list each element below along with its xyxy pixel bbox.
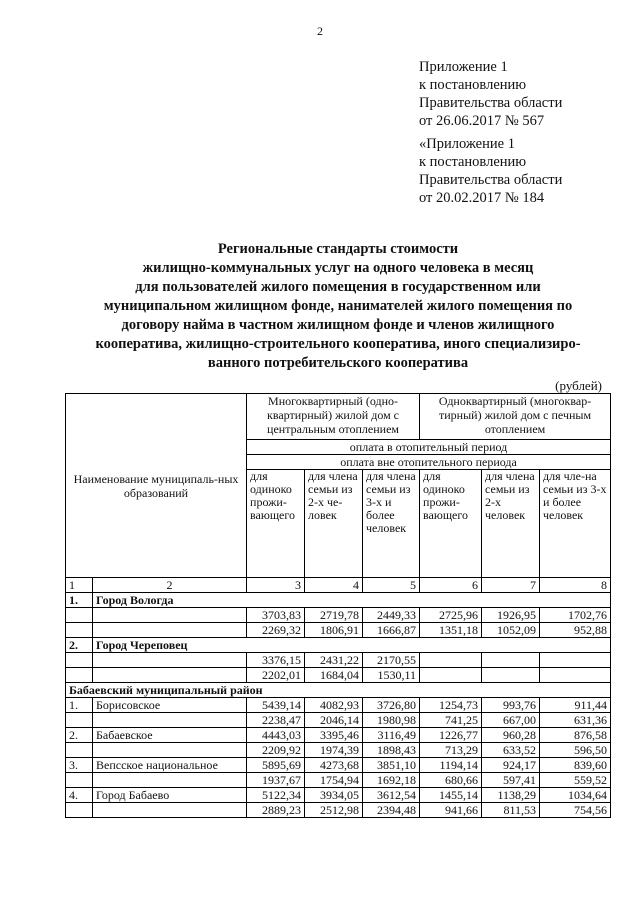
value-cell: 1254,73 <box>420 698 482 713</box>
table-row <box>66 653 611 668</box>
title-line: Региональные стандарты стоимости <box>217 241 459 257</box>
municipality-name <box>93 653 247 668</box>
value-cell: 993,76 <box>482 698 540 713</box>
value-cell: 2170,55 <box>363 653 420 668</box>
col-number: 5 <box>363 578 420 593</box>
title-line: муниципальном жилищном фонде, нанимателей жилого помещения по <box>103 298 573 314</box>
row-number: 1. <box>66 698 93 713</box>
value-cell: 952,88 <box>540 623 611 638</box>
row-number <box>66 743 93 758</box>
value-cell: 680,66 <box>420 773 482 788</box>
value-cell: 2394,48 <box>363 803 420 818</box>
district-name: Бабаевский муниципальный район <box>66 683 611 698</box>
value-cell: 713,29 <box>420 743 482 758</box>
title-line: кооператива, жилищно-строительного кооператива, иного специализиро- <box>95 336 581 352</box>
row-number <box>66 773 93 788</box>
appendix-line: Правительства области <box>419 95 563 111</box>
municipality-name: Город Вологда <box>93 593 611 608</box>
value-cell: 1898,43 <box>363 743 420 758</box>
value-cell <box>482 653 540 668</box>
table-row <box>66 668 611 683</box>
value-cell: 2046,14 <box>305 713 363 728</box>
header-sub-col: для одиноко прожи-вающего <box>420 470 482 578</box>
value-cell: 1530,11 <box>363 668 420 683</box>
value-cell: 1754,94 <box>305 773 363 788</box>
appendix-block-2 <box>419 135 562 207</box>
municipality-name: Город Бабаево <box>93 788 247 803</box>
value-cell: 3703,83 <box>247 608 305 623</box>
row-number <box>66 653 93 668</box>
value-cell: 2449,33 <box>363 608 420 623</box>
value-cell: 1666,87 <box>363 623 420 638</box>
table-row <box>66 593 611 608</box>
row-number: 3. <box>66 758 93 773</box>
value-cell: 1974,39 <box>305 743 363 758</box>
district-row <box>66 683 611 698</box>
row-number: 2. <box>66 728 93 743</box>
value-cell <box>420 668 482 683</box>
value-cell: 3395,46 <box>305 728 363 743</box>
value-cell: 597,41 <box>482 773 540 788</box>
value-cell: 1034,64 <box>540 788 611 803</box>
value-cell: 1455,14 <box>420 788 482 803</box>
value-cell: 631,36 <box>540 713 611 728</box>
header-sub-col: для чле-на семьи из 3-х и более человек <box>540 470 611 578</box>
value-cell: 2725,96 <box>420 608 482 623</box>
header-name-col: Наименование муниципаль-ных образований <box>66 394 247 578</box>
header-nonheating-period: оплата вне отопительного периода <box>247 455 611 470</box>
col-number: 6 <box>420 578 482 593</box>
table-row <box>66 743 611 758</box>
municipality-name: Вепсское национальное <box>93 758 247 773</box>
municipality-name <box>93 713 247 728</box>
municipality-name <box>93 623 247 638</box>
municipality-name: Бабаевское <box>93 728 247 743</box>
table-row <box>66 713 611 728</box>
value-cell: 2431,22 <box>305 653 363 668</box>
value-cell: 876,58 <box>540 728 611 743</box>
value-cell: 1702,76 <box>540 608 611 623</box>
value-cell: 2238,47 <box>247 713 305 728</box>
value-cell: 4273,68 <box>305 758 363 773</box>
value-cell: 5895,69 <box>247 758 305 773</box>
col-number: 8 <box>540 578 611 593</box>
row-number <box>66 668 93 683</box>
value-cell: 633,52 <box>482 743 540 758</box>
table-row <box>66 788 611 803</box>
value-cell: 924,17 <box>482 758 540 773</box>
appendix-block-1 <box>419 58 562 130</box>
table-row <box>66 623 611 638</box>
col-number: 7 <box>482 578 540 593</box>
municipality-name <box>93 668 247 683</box>
value-cell: 3116,49 <box>363 728 420 743</box>
header-sub-col: для члена семьи из 2-х че-ловек <box>305 470 363 578</box>
table-row <box>66 773 611 788</box>
units-label: (рублей) <box>555 378 602 393</box>
table-row <box>66 698 611 713</box>
value-cell: 4082,93 <box>305 698 363 713</box>
row-number: 4. <box>66 788 93 803</box>
header-group-central: Многоквартирный (одно-квартирный) жилой дом с центральным отоплением <box>247 394 420 440</box>
appendix-line: от 20.02.2017 № 184 <box>419 190 545 206</box>
municipality-name: Борисовское <box>93 698 247 713</box>
document-title <box>78 240 598 373</box>
title-line: ванного потребительского кооператива <box>207 355 469 371</box>
appendix-line: Правительства области <box>419 172 563 188</box>
value-cell: 4443,03 <box>247 728 305 743</box>
header-heating-period: оплата в отопительный период <box>247 440 611 455</box>
table-row <box>66 803 611 818</box>
row-number <box>66 803 93 818</box>
value-cell: 596,50 <box>540 743 611 758</box>
value-cell: 1980,98 <box>363 713 420 728</box>
col-number: 1 <box>66 578 93 593</box>
col-number: 3 <box>247 578 305 593</box>
value-cell: 2889,23 <box>247 803 305 818</box>
header-group-stove: Одноквартирный (многоквар-тирный) жилой дом с печным отоплением <box>420 394 611 440</box>
value-cell: 3376,15 <box>247 653 305 668</box>
value-cell: 2512,98 <box>305 803 363 818</box>
row-number <box>66 608 93 623</box>
value-cell: 1806,91 <box>305 623 363 638</box>
value-cell: 754,56 <box>540 803 611 818</box>
value-cell: 3612,54 <box>363 788 420 803</box>
appendix-line: «Приложение 1 <box>419 136 515 152</box>
table-row <box>66 728 611 743</box>
col-number: 2 <box>93 578 247 593</box>
title-line: для пользователей жилого помещения в государственном или <box>135 279 541 295</box>
value-cell: 559,52 <box>540 773 611 788</box>
value-cell: 839,60 <box>540 758 611 773</box>
value-cell: 911,44 <box>540 698 611 713</box>
value-cell: 1226,77 <box>420 728 482 743</box>
col-number: 4 <box>305 578 363 593</box>
value-cell: 1351,18 <box>420 623 482 638</box>
appendix-line: от 26.06.2017 № 567 <box>419 113 545 129</box>
header-sub-col: для члена семьи из 2-х человек <box>482 470 540 578</box>
table-row <box>66 608 611 623</box>
value-cell <box>420 653 482 668</box>
appendix-line: Приложение 1 <box>419 59 508 75</box>
municipality-name <box>93 803 247 818</box>
value-cell: 811,53 <box>482 803 540 818</box>
value-cell: 5439,14 <box>247 698 305 713</box>
value-cell: 960,28 <box>482 728 540 743</box>
title-line: жилищно-коммунальных услуг на одного человека в месяц <box>142 260 534 276</box>
municipality-name <box>93 608 247 623</box>
value-cell: 1937,67 <box>247 773 305 788</box>
standards-table <box>65 393 611 818</box>
row-number: 2. <box>66 638 93 653</box>
row-number: 1. <box>66 593 93 608</box>
value-cell: 741,25 <box>420 713 482 728</box>
value-cell: 2209,92 <box>247 743 305 758</box>
header-sub-col: для одиноко прожи-вающего <box>247 470 305 578</box>
value-cell: 2202,01 <box>247 668 305 683</box>
value-cell: 1926,95 <box>482 608 540 623</box>
value-cell: 3934,05 <box>305 788 363 803</box>
value-cell: 1138,29 <box>482 788 540 803</box>
municipality-name <box>93 743 247 758</box>
header-sub-col: для члена семьи из 3-х и более человек <box>363 470 420 578</box>
value-cell: 2719,78 <box>305 608 363 623</box>
value-cell: 1684,04 <box>305 668 363 683</box>
value-cell: 1052,09 <box>482 623 540 638</box>
municipality-name <box>93 773 247 788</box>
row-number <box>66 713 93 728</box>
page-number: 2 <box>317 24 323 38</box>
municipality-name: Город Череповец <box>93 638 611 653</box>
appendix-line: к постановлению <box>419 77 527 93</box>
table-row <box>66 638 611 653</box>
value-cell <box>540 653 611 668</box>
title-line: договору найма в частном жилищном фонде и членов жилищного <box>121 317 555 333</box>
value-cell <box>540 668 611 683</box>
value-cell <box>482 668 540 683</box>
value-cell: 2269,32 <box>247 623 305 638</box>
value-cell: 1692,18 <box>363 773 420 788</box>
row-number <box>66 623 93 638</box>
value-cell: 941,66 <box>420 803 482 818</box>
value-cell: 5122,34 <box>247 788 305 803</box>
value-cell: 1194,14 <box>420 758 482 773</box>
appendix-line: к постановлению <box>419 154 527 170</box>
value-cell: 3726,80 <box>363 698 420 713</box>
table-row <box>66 758 611 773</box>
value-cell: 3851,10 <box>363 758 420 773</box>
value-cell: 667,00 <box>482 713 540 728</box>
